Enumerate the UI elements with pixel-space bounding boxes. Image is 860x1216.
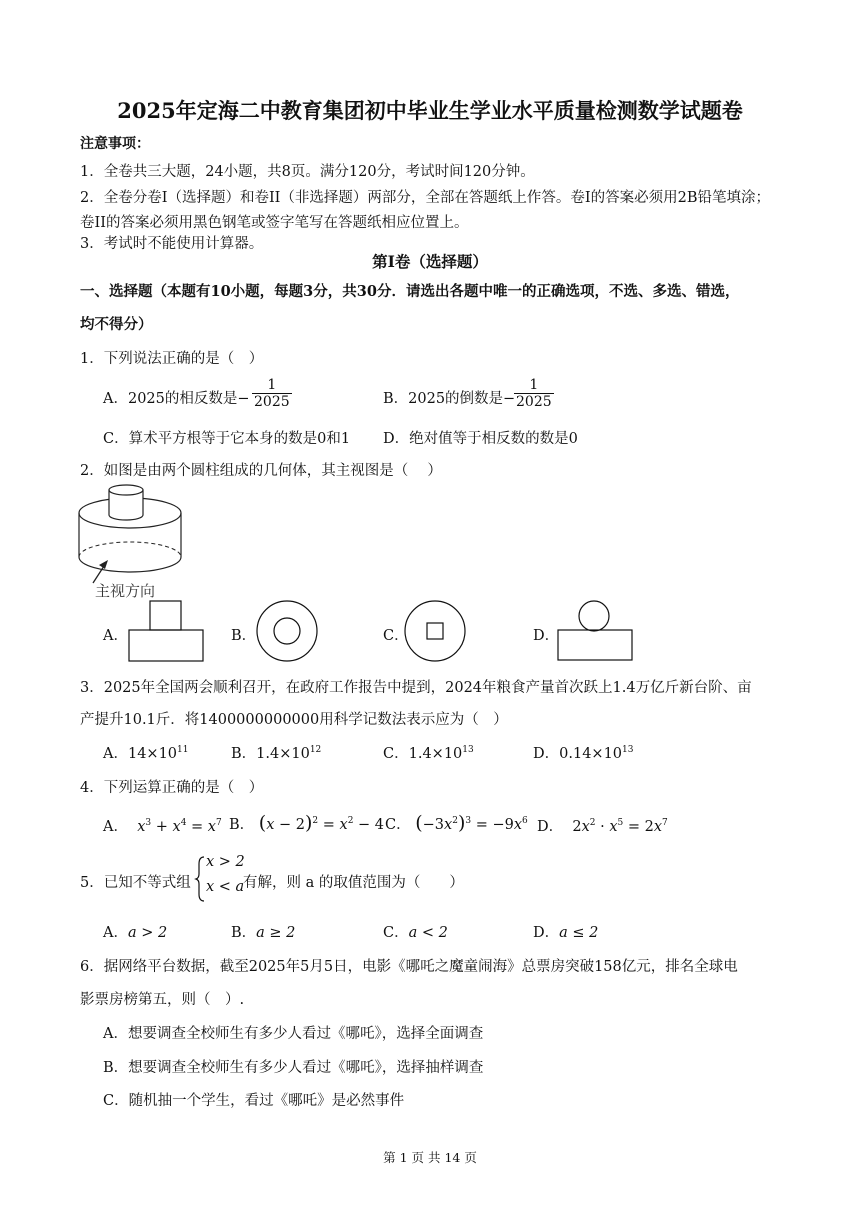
option-label: C． — [383, 746, 409, 762]
option-exponent: 13 — [462, 745, 474, 756]
notes-header: 注意事项： — [80, 136, 150, 152]
q2-option-c-label: C． — [383, 628, 409, 644]
option-label: C． — [385, 817, 411, 833]
q6-line-2: 影票房榜第五，则（ ）. — [80, 992, 245, 1008]
q4-b-expr: $(x - 2)^2 = x^2 - 4$ — [258, 812, 385, 834]
q2-option-c-figure — [404, 600, 468, 664]
fraction-denominator: 2025 — [254, 394, 290, 410]
option-exponent: 13 — [622, 745, 634, 756]
q3-option-d — [533, 742, 633, 763]
q4-option-b — [229, 812, 384, 834]
fraction-numerator: 1 — [529, 377, 539, 393]
q5-stem-suffix: 有解，则 a 的取值范围为（ ） — [243, 875, 464, 891]
q4-stem: 4．下列运算正确的是（ ） — [80, 780, 264, 796]
q5-option-d — [533, 921, 598, 942]
q4-c-expr: $(-3x^2)^3 = -9x^6$ — [415, 812, 528, 834]
option-expr: a ≥ 2 — [256, 925, 296, 941]
page-footer: 第 1 页 共 14 页 — [383, 1150, 477, 1165]
option-label: B． — [231, 925, 257, 941]
section-line-2: 均不得分） — [80, 316, 153, 333]
q6-line-1: 6．据网络平台数据，截至2025年5月5日，电影《哪吒之魔童闹海》总票房突破158亿元，排名全球电 — [80, 959, 738, 975]
q2-option-a-figure — [128, 601, 204, 663]
section-line-1: 一、选择题（本题有10小题，每题3分，共30分．请选出各题中唯一的正确选项，不选、多选、错选， — [80, 283, 740, 300]
q5-system-line-2: x < a — [206, 879, 245, 895]
q5-system-line-1: x > 2 — [206, 854, 245, 870]
q2-option-a-label: A． — [103, 628, 128, 644]
option-label: A． — [103, 925, 128, 941]
q5-option-b — [231, 921, 295, 942]
option-label: D． — [533, 925, 560, 941]
option-base: 0.14×10 — [559, 746, 623, 762]
note-line-3: 卷II的答案必须用黑色钢笔或签字笔写在答题纸相应位置上。 — [80, 215, 469, 231]
q5-option-c — [383, 921, 448, 942]
note-line-2: 2．全卷分卷I（选择题）和卷II（非选择题）两部分，全部在答题纸上作答。卷I的答案必须用2B铅笔填涂； — [80, 190, 771, 206]
q6-option-b: B．想要调查全校师生有多少人看过《哪吒》，选择抽样调查 — [103, 1060, 484, 1076]
fraction-denominator: 2025 — [516, 394, 552, 410]
q1-option-b: B．2025的倒数是− — [383, 391, 516, 407]
q5-option-a — [103, 921, 167, 942]
system-brace — [196, 856, 206, 902]
q1-option-c: C．算术平方根等于它本身的数是0和1 — [103, 431, 351, 447]
part-title: 第I卷（选择题） — [372, 252, 488, 271]
q3-line-1: 3．2025年全国两会顺利召开，在政府工作报告中提到，2024年粮食产量首次跃上1.4万亿斤新台阶、亩 — [80, 680, 752, 696]
q4-option-a — [103, 815, 222, 836]
q6-option-a: A．想要调查全校师生有多少人看过《哪吒》，选择全面调查 — [103, 1026, 484, 1042]
option-label: A． — [103, 746, 128, 762]
note-line-1: 1．全卷共三大题，24小题，共8页。满分120分，考试时间120分钟。 — [80, 164, 535, 180]
fraction-numerator: 1 — [267, 377, 277, 393]
q1-stem: 1．下列说法正确的是（ ） — [80, 351, 264, 367]
option-base: 14×10 — [127, 746, 178, 762]
q3-option-c — [383, 742, 474, 763]
option-expr: a ≤ 2 — [559, 925, 599, 941]
option-label: B． — [229, 817, 255, 833]
q4-d-expr: $2x^2 \cdot x^5 = 2x^7$ — [567, 818, 668, 835]
option-label: D． — [533, 746, 560, 762]
q1-option-a: A．2025的相反数是− — [103, 391, 250, 407]
q1-option-d: D．绝对值等于相反数的数是0 — [383, 431, 578, 447]
q2-stem: 2．如图是由两个圆柱组成的几何体，其主视图是（ ） — [80, 463, 442, 479]
option-exponent: 11 — [177, 745, 189, 756]
option-base: 1.4×10 — [408, 746, 463, 762]
option-label: B． — [231, 746, 257, 762]
option-base: 1.4×10 — [256, 746, 310, 762]
q2-option-b-label: B． — [231, 628, 257, 644]
option-expr: a < 2 — [408, 925, 448, 941]
q3-line-2: 产提升10.1斤．将1400000000000用科学记数法表示应为（ ） — [80, 712, 508, 728]
q2-option-b-figure — [256, 600, 320, 664]
q2-option-d-figure — [557, 599, 633, 662]
page-title: 2025年定海二中教育集团初中毕业生学业水平质量检测数学试题卷 — [117, 98, 743, 123]
note-line-4: 3．考试时不能使用计算器。 — [80, 236, 264, 252]
option-exponent: 12 — [309, 745, 322, 756]
q6-option-c: C．随机抽一个学生，看过《哪吒》是必然事件 — [103, 1093, 405, 1109]
q4-option-c — [385, 812, 528, 834]
q3-option-b — [231, 742, 321, 763]
q4-a-expr: $x^3 + x^4 = x^7$ — [137, 818, 222, 835]
q1-a-fraction — [252, 377, 292, 410]
q3-option-a — [103, 742, 189, 763]
option-label: A． — [103, 819, 128, 835]
option-label: C． — [383, 925, 409, 941]
option-label: D． — [537, 819, 564, 835]
q4-option-d — [537, 815, 668, 836]
option-expr: a > 2 — [127, 925, 168, 941]
q5-stem-prefix: 5．已知不等式组 — [80, 875, 191, 891]
view-direction-label: 主视方向 — [95, 582, 156, 600]
q2-option-d-label: D． — [533, 628, 560, 644]
q1-b-fraction — [514, 377, 554, 410]
